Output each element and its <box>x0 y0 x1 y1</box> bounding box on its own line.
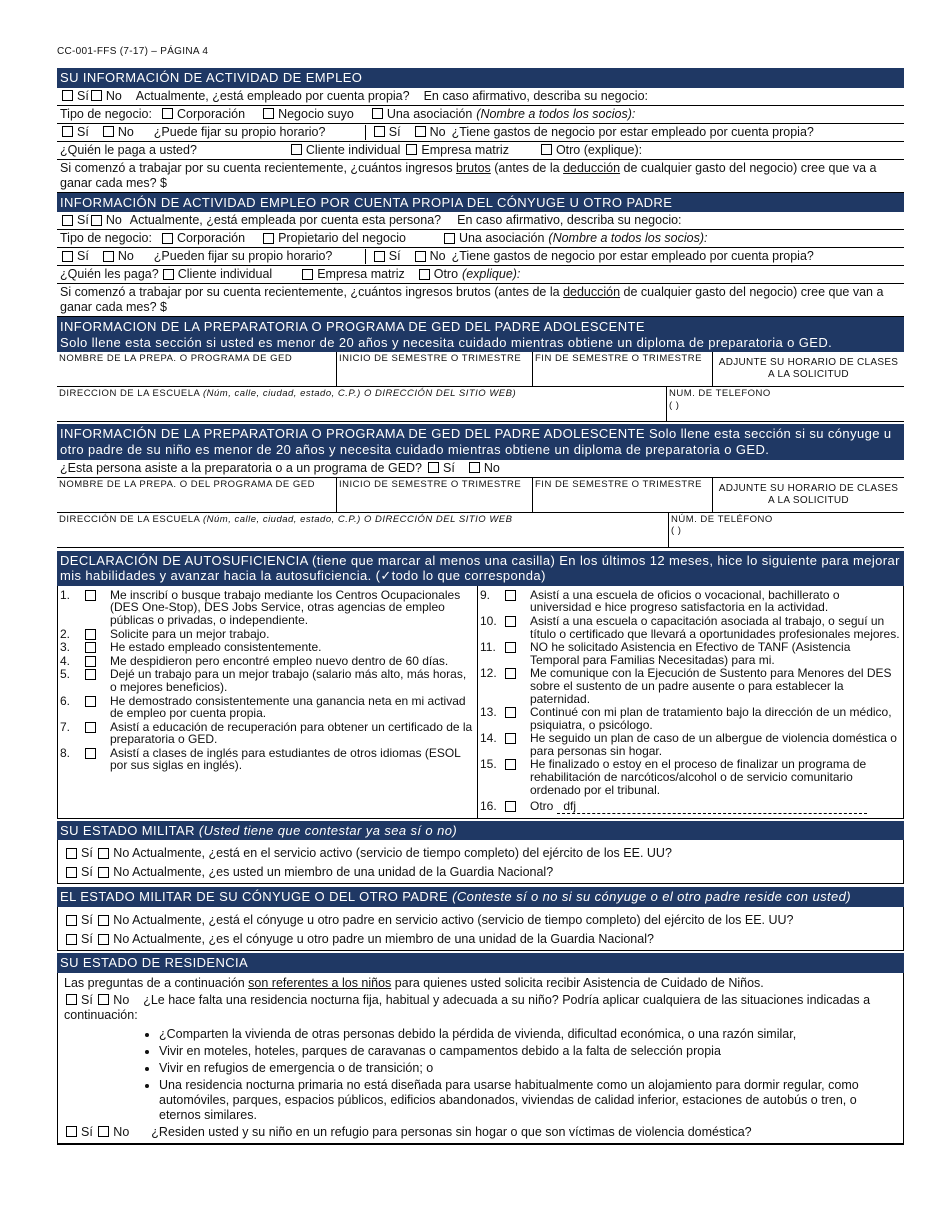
checkbox-no[interactable] <box>98 994 109 1005</box>
s1-q1-text: Actualmente, ¿está empleado por cuenta propia? <box>135 88 410 103</box>
item-number: 16. <box>480 799 497 814</box>
s2-q4-text: ¿Quién les paga? <box>60 267 159 282</box>
yes-label: Sí <box>77 213 89 228</box>
checkbox-assoc[interactable] <box>372 108 383 119</box>
address-note: (Núm, calle, ciudad, estado, C.P.) O DIRECCIÓN DEL SITIO WEB <box>203 513 513 525</box>
s4-q-row <box>57 460 904 478</box>
checkbox-yes[interactable] <box>66 994 77 1005</box>
school-address-field[interactable] <box>57 387 667 421</box>
no-label: No <box>113 1124 130 1139</box>
s6-note: (Usted tiene que contestar ya sea sí o no) <box>194 822 458 838</box>
s1-q5d: deducción <box>563 160 621 175</box>
item-text: He estado empleado consistentemente. <box>110 640 322 655</box>
item-checkbox[interactable] <box>85 722 96 733</box>
item-checkbox[interactable] <box>505 801 516 812</box>
s1-q5c: (antes de la <box>490 160 564 175</box>
s7-note: (Conteste sí o no si su cónyuge o el otro padre reside con usted) <box>448 889 851 905</box>
residence-situations-list <box>159 1027 897 1123</box>
phone-area: ( ) <box>669 399 680 411</box>
s8-q2-text: ¿Residen usted y su niño en un refugio para personas sin hogar o que son víctimas de violencia doméstica? <box>151 1124 752 1139</box>
s1-q2-text: ¿Puede fijar su propio horario? <box>154 125 366 140</box>
item-number: 10. <box>480 613 497 628</box>
checkbox-yes[interactable] <box>66 1126 77 1137</box>
s6-q1-row <box>64 846 897 861</box>
s1-q5-row <box>57 160 904 193</box>
checkbox-no[interactable] <box>415 251 426 262</box>
list-item <box>60 695 475 720</box>
yes-label: Sí <box>77 88 89 103</box>
corp-label: Corporación <box>176 231 246 246</box>
s4-title: INFORMACIÓN DE LA PREPARATORIA O PROGRAMA DE GED DEL PADRE ADOLESCENTE <box>60 426 645 442</box>
item-number: 8. <box>60 745 71 760</box>
list-item <box>480 615 901 640</box>
assoc-label: Una asociación <box>458 231 545 246</box>
item-number: 1. <box>60 587 71 602</box>
no-label: No <box>113 932 130 947</box>
checkbox-client[interactable] <box>291 144 302 155</box>
semester-start-field[interactable]: INICIO DE SEMESTRE O TRIMESTRE <box>337 352 533 386</box>
list-item <box>480 800 901 814</box>
assoc-note: (Nombre a todos los socios): <box>548 231 708 246</box>
item-number: 11. <box>480 640 496 655</box>
phone-field[interactable] <box>667 387 904 421</box>
client-label: Cliente individual <box>305 142 401 157</box>
item-text: He finalizado o estoy en el proceso de finalizar un programa de rehabilitación de narcóticos/alcohol o de servicio comunitario ordenado por el tribunal. <box>530 757 867 797</box>
item-text: Asistí a educación de recuperación para obtener un certificado de la preparatoria o GED. <box>110 719 473 747</box>
yes-label: Sí <box>81 913 93 928</box>
s8-intro-c: para quienes usted solicita recibir Asistencia de Cuidado de Niños. <box>391 975 764 990</box>
s8-body <box>57 973 904 1145</box>
s2-q1-text: Actualmente, ¿está empleada por cuenta esta persona? <box>129 213 442 228</box>
s5-note: (tiene que marcar al menos una casilla) <box>307 552 556 568</box>
s6-q2-text: Actualmente, ¿es usted un miembro de una unidad de la Guardia Nacional? <box>132 865 554 880</box>
s1-q5e: de cualquier gasto del negocio) cree que va a ganar cada mes? $ <box>60 160 877 190</box>
s2-biz-row <box>57 230 904 248</box>
section-header-employment: SU INFORMACIÓN DE ACTIVIDAD DE EMPLEO <box>57 68 904 88</box>
item-checkbox[interactable] <box>85 748 96 759</box>
s2-q2-text: ¿Pueden fijar su propio horario? <box>154 249 366 264</box>
s3-school-grid <box>57 352 904 387</box>
list-right-column <box>478 586 903 818</box>
own-label: Propietario del negocio <box>278 231 406 246</box>
checkbox-client[interactable] <box>163 269 174 280</box>
no-label: No <box>113 865 130 880</box>
checkbox-yes[interactable] <box>66 867 77 878</box>
checkbox-yes[interactable] <box>62 215 73 226</box>
item-checkbox[interactable] <box>505 616 516 627</box>
section-header-spouse-military <box>57 887 904 907</box>
item-checkbox[interactable] <box>85 629 96 640</box>
no-label: No <box>483 460 500 475</box>
phone-label: NUM. DE TELEFONO <box>669 388 771 400</box>
yes-label: Sí <box>388 124 401 139</box>
list-item <box>480 589 901 614</box>
s2-q4-row <box>57 266 904 284</box>
other-note: (explique): <box>462 267 521 282</box>
no-label: No <box>113 846 130 861</box>
s1-q3-text: ¿Tiene gastos de negocio por estar empleado por cuenta propia? <box>451 124 814 139</box>
s1-q2q3-row <box>57 124 904 142</box>
semester-end-field[interactable]: FIN DE SEMESTRE O TRIMESTRE <box>533 478 713 512</box>
own-label: Negocio suyo <box>278 106 354 121</box>
checkbox-no[interactable] <box>98 867 109 878</box>
item-text: NO he solicitado Asistencia en Efectivo de TANF (Asistencia Temporal para Familias Necesitadas) para mi. <box>530 640 851 667</box>
list-item <box>60 655 475 668</box>
s1-q4-text: ¿Quién le paga a usted? <box>60 142 197 157</box>
checkbox-assoc[interactable] <box>444 233 455 244</box>
no-label: No <box>429 124 446 139</box>
item-checkbox[interactable] <box>505 759 516 770</box>
semester-end-field[interactable]: FIN DE SEMESTRE O TRIMESTRE <box>533 352 713 386</box>
list-left-column <box>58 586 478 818</box>
no-label: No <box>105 213 122 228</box>
no-label: No <box>113 913 130 928</box>
s7-q2-text: Actualmente, ¿es el cónyuge u otro padre un miembro de una unidad de la Guardia Nacional? <box>132 932 654 947</box>
biz-type-label: Tipo de negocio: <box>60 231 152 246</box>
item-checkbox[interactable] <box>505 707 516 718</box>
assoc-label: Una asociación <box>386 106 473 121</box>
phone-field[interactable] <box>669 513 904 547</box>
list-item <box>60 589 475 627</box>
list-item <box>60 747 475 772</box>
page-label: CC-001-FFS (7-17) – PÁGINA 4 <box>57 46 209 57</box>
checkbox-other[interactable] <box>419 269 430 280</box>
checkbox-yes[interactable] <box>66 934 77 945</box>
s1-q1b-text: En caso afirmativo, describa su negocio: <box>423 88 648 103</box>
checkbox-no[interactable] <box>98 848 109 859</box>
item-number: 7. <box>60 719 71 734</box>
bullet-item: • Vivir en refugios de emergencia o de transición; o <box>159 1061 897 1076</box>
checkbox-corp[interactable] <box>162 233 173 244</box>
s8-intro-b: son referentes a los niños <box>248 975 392 990</box>
item-number: 13. <box>480 705 497 720</box>
s3-subtitle: Solo llene esta sección si usted es menor de 20 años y necesita cuidado mientras obtiene un diploma de preparatoria o GED. <box>60 334 833 350</box>
s4-school-grid <box>57 478 904 513</box>
self-sufficiency-list <box>57 586 904 819</box>
s6-q2-row <box>64 865 897 880</box>
checkbox-own[interactable] <box>263 108 274 119</box>
yes-label: Sí <box>77 249 89 264</box>
s2-q5a: Si comenzó a trabajar por su cuenta recientemente, ¿cuántos ingresos brutos (antes de la <box>60 285 564 300</box>
section-header-spouse-employment: INFORMACIÓN DE ACTIVIDAD EMPLEO POR CUENTA PROPIA DEL CÓNYUGE U OTRO PADRE <box>57 193 904 213</box>
s5-instructions: En los últimos 12 meses, hice lo siguiente para mejorar mis habilidades y avanzar hacia la autosuficiencia. (✓todo lo que corresponda) <box>60 552 900 584</box>
s4-q-text: ¿Esta persona asiste a la preparatoria o a un programa de GED? <box>60 460 423 475</box>
s8-q1-text: ¿Le hace falta una residencia nocturna fija, habitual y adecuada a su niño? Podría aplicar cualquiera de las situaciones indicadas a continuación: <box>64 992 871 1022</box>
checkbox-no[interactable] <box>98 1126 109 1137</box>
item-text: Otro <box>530 799 554 814</box>
checkbox-no[interactable] <box>91 215 102 226</box>
section-header-teen-ged <box>57 317 904 352</box>
list-item <box>480 667 901 705</box>
item-number: 9. <box>480 587 491 602</box>
item-text: Asistí a clases de inglés para estudiantes de otros idiomas (ESOL por sus siglas en inglés). <box>110 745 461 773</box>
s7-q2-row <box>64 932 897 947</box>
s6-q1-text: Actualmente, ¿está en el servicio activo (servicio de tiempo completo) del ejército de los EE. UU? <box>132 846 672 861</box>
form <box>57 68 904 1145</box>
section-header-spouse-ged <box>57 424 904 459</box>
school-name-field[interactable]: NOMBRE DE LA PREPA. O PROGRAMA DE GED <box>57 352 337 386</box>
item-text: Continué con mi plan de tratamiento bajo la dirección de un médico, psiquiatra, o psicólogo. <box>530 705 892 732</box>
list-item <box>60 721 475 746</box>
checkbox-no[interactable] <box>103 251 114 262</box>
s4-subtitle: Solo llene esta sección si su cónyuge u otro padre de su niño es menor de 20 años y necesita cuidado mientras obtiene un diploma de preparatoria o GED. <box>60 426 892 457</box>
other-input[interactable]: dfj <box>557 800 867 814</box>
address-label: DIRECCIÓN DE LA ESCUELA <box>59 513 200 525</box>
no-label: No <box>117 249 134 264</box>
checkbox-no[interactable] <box>98 934 109 945</box>
checkbox-yes[interactable] <box>66 915 77 926</box>
attach-schedule-note: ADJUNTE SU HORARIO DE CLASES A LA SOLICITUD <box>718 357 899 381</box>
s8-q1-row <box>64 993 897 1023</box>
checkbox-other[interactable] <box>541 144 552 155</box>
list-item <box>60 668 475 693</box>
school-name-field[interactable]: NOMBRE DE LA PREPA. O DEL PROGRAMA DE GED <box>57 478 337 512</box>
bullet-item: • ¿Comparten la vivienda de otras personas debido la pérdida de vivienda, dificultad económica, o una razón similar, <box>159 1027 897 1042</box>
s7-title: EL ESTADO MILITAR DE SU CÓNYUGE O DEL OTRO PADRE <box>60 889 449 905</box>
checkbox-yes[interactable] <box>374 251 385 262</box>
item-checkbox[interactable] <box>505 733 516 744</box>
item-number: 12. <box>480 666 497 681</box>
item-checkbox[interactable] <box>85 696 96 707</box>
s7-q1-text: Actualmente, ¿está el cónyuge u otro padre en servicio activo (servicio de tiempo completo) del ejército de los EE. UU? <box>132 913 794 928</box>
list-item <box>480 732 901 757</box>
attach-schedule-note: ADJUNTE SU HORARIO DE CLASES A LA SOLICITUD <box>718 482 899 506</box>
list-item <box>60 628 475 641</box>
item-checkbox[interactable] <box>85 656 96 667</box>
item-text: Asistí a una escuela de oficios o vocacional, bachillerato o universidad e hice progreso satisfactoria en la actividad. <box>530 587 840 615</box>
s6-questions <box>57 840 904 884</box>
checkbox-no[interactable] <box>103 126 114 137</box>
item-number: 5. <box>60 667 71 682</box>
s2-q5b: deducción <box>563 285 621 300</box>
yes-label: Sí <box>81 992 93 1007</box>
list-item <box>480 706 901 731</box>
section-header-residence: SU ESTADO DE RESIDENCIA <box>57 953 904 973</box>
item-checkbox[interactable] <box>85 669 96 680</box>
checkbox-no[interactable] <box>415 126 426 137</box>
item-text: He demostrado consistentemente una ganancia neta en mi activad de empleo por cuenta propia. <box>110 693 466 721</box>
checkbox-yes[interactable] <box>428 462 439 473</box>
yes-label: Sí <box>81 932 93 947</box>
s3-address-grid <box>57 387 904 422</box>
s2-q2q3-row <box>57 248 904 266</box>
no-label: No <box>117 124 134 139</box>
yes-label: Sí <box>443 460 455 475</box>
no-label: No <box>429 249 446 264</box>
other-label: Otro (explique): <box>555 142 643 157</box>
s1-q4-row <box>57 142 904 160</box>
list-item <box>480 641 901 666</box>
s2-q1b-text: En caso afirmativo, describa su negocio: <box>457 213 682 228</box>
s8-q2-row <box>64 1125 897 1140</box>
yes-label: Sí <box>81 846 93 861</box>
no-label: No <box>105 88 122 103</box>
s2-q5-row <box>57 284 904 317</box>
checkbox-no[interactable] <box>469 462 480 473</box>
list-item <box>480 758 901 796</box>
checkbox-corp[interactable] <box>162 108 173 119</box>
item-checkbox[interactable] <box>85 642 96 653</box>
yes-label: Sí <box>81 865 93 880</box>
assoc-note: (Nombre a todos los socios): <box>476 106 636 121</box>
checkbox-no[interactable] <box>91 90 102 101</box>
client-label: Cliente individual <box>177 267 273 282</box>
phone-label: NÚM. DE TELÉFONO <box>671 513 773 525</box>
s7-q1-row <box>64 913 897 928</box>
phone-area: ( ) <box>671 524 682 536</box>
checkbox-yes[interactable] <box>374 126 385 137</box>
s1-q5b: brutos <box>456 160 491 175</box>
item-text: He seguido un plan de caso de un albergue de violencia doméstica o para personas sin hogar. <box>530 731 897 758</box>
item-number: 4. <box>60 653 71 668</box>
item-number: 3. <box>60 640 71 655</box>
s7-questions <box>57 907 904 951</box>
s8-intro <box>64 976 897 991</box>
s5-title: DECLARACIÓN DE AUTOSUFICIENCIA <box>60 552 308 568</box>
semester-start-field[interactable]: INICIO DE SEMESTRE O TRIMESTRE <box>337 478 533 512</box>
item-number: 2. <box>60 626 71 641</box>
item-number: 15. <box>480 757 497 772</box>
company-label: Empresa matriz <box>421 142 509 157</box>
s6-title: SU ESTADO MILITAR <box>60 822 195 838</box>
section-header-military <box>57 821 904 841</box>
company-label: Empresa matriz <box>317 267 405 282</box>
bullet-item: • Vivir en moteles, hoteles, parques de caravanas o campamentos debido a la falta de selección propia <box>159 1044 897 1059</box>
item-text: Solicite para un mejor trabajo. <box>110 626 270 641</box>
checkbox-yes[interactable] <box>66 848 77 859</box>
item-checkbox[interactable] <box>505 590 516 601</box>
s2-q5c: de cualquier gasto del negocio) cree que van a ganar cada mes? $ <box>60 285 884 315</box>
section-header-self-sufficiency <box>57 551 904 586</box>
yes-label: Sí <box>388 249 401 264</box>
checkbox-own[interactable] <box>263 233 274 244</box>
item-checkbox[interactable] <box>505 668 516 679</box>
s4-address-grid <box>57 513 904 548</box>
s1-q1-row <box>57 88 904 106</box>
yes-label: Sí <box>81 1124 93 1139</box>
item-text: Dejé un trabajo para un mejor trabajo (salario más alto, más horas, o mejores beneficios). <box>110 667 467 694</box>
checkbox-yes[interactable] <box>62 251 73 262</box>
item-number: 14. <box>480 731 497 746</box>
no-label: No <box>113 992 130 1007</box>
s1-biz-row <box>57 106 904 124</box>
s2-q3-text: ¿Tiene gastos de negocio por estar empleado por cuenta propia? <box>451 249 814 264</box>
other-label: Otro <box>433 267 459 282</box>
checkbox-no[interactable] <box>98 915 109 926</box>
bullet-item: • Una residencia nocturna primaria no está diseñada para usarse habitualmente como un alojamiento para dormir regular, como automóviles, parques, espacios públicos, edificios abandonados, viviendas de calidad inferior, estaciones de autobús o tren, o eternos similares. <box>159 1078 897 1123</box>
checkbox-yes[interactable] <box>62 126 73 137</box>
item-checkbox[interactable] <box>505 642 516 653</box>
yes-label: Sí <box>77 124 89 139</box>
s3-title: INFORMACION DE LA PREPARATORIA O PROGRAMA DE GED DEL PADRE ADOLESCENTE <box>60 319 645 335</box>
list-item <box>60 641 475 654</box>
item-number: 6. <box>60 693 71 708</box>
checkbox-company[interactable] <box>302 269 313 280</box>
item-checkbox[interactable] <box>85 590 96 601</box>
item-text: Me inscribí o busque trabajo mediante los Centros Ocupacionales (DES One-Stop), DES Jobs Service, otras agencias de empleo públicas o privadas, o independiente. <box>110 587 461 627</box>
item-text: Asistí a una escuela o capacitación asociada al trabajo, o seguí un título o certificado que llevará a oportunidades profesionales mejores. <box>530 613 900 641</box>
s2-q1-row <box>57 212 904 230</box>
corp-label: Corporación <box>176 106 246 121</box>
item-text: Me despidieron pero encontré empleo nuevo dentro de 60 días. <box>110 653 449 668</box>
address-label: DIRECCION DE LA ESCUELA <box>59 388 200 400</box>
address-note: (Núm, calle, ciudad, estado, C.P.) O DIRECCIÓN DEL SITIO WEB) <box>203 388 517 400</box>
s8-intro-a: Las preguntas de a continuación <box>64 975 249 990</box>
school-address-field[interactable] <box>57 513 669 547</box>
s1-q5a: Si comenzó a trabajar por su cuenta recientemente, ¿cuántos ingresos <box>60 160 457 175</box>
biz-type-label: Tipo de negocio: <box>60 106 152 121</box>
checkbox-yes[interactable] <box>62 90 73 101</box>
item-text: Me comunique con la Ejecución de Sustento para Menores del DES sobre el sustento de un padre ausente o para establecer la paternidad. <box>530 666 892 706</box>
checkbox-company[interactable] <box>406 144 417 155</box>
